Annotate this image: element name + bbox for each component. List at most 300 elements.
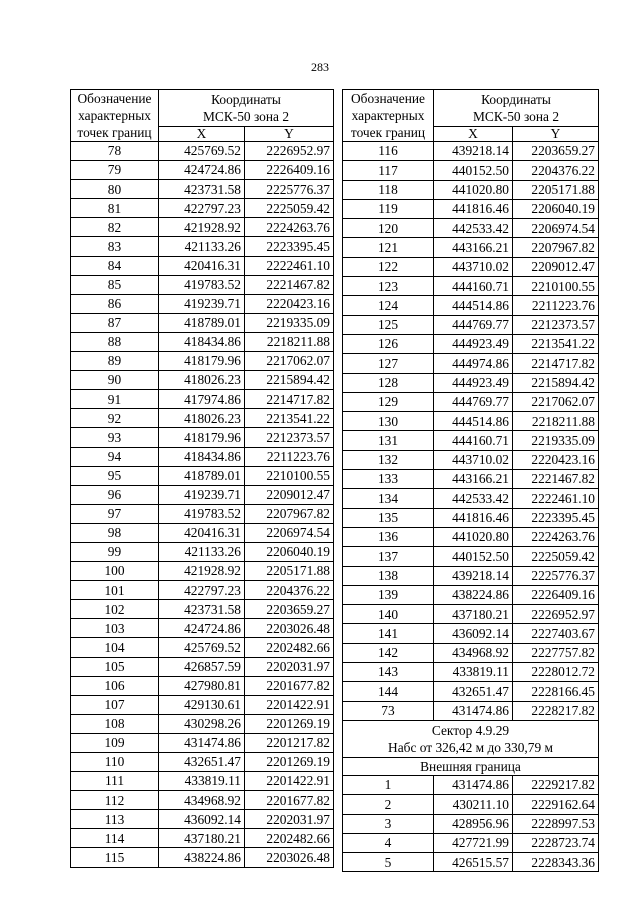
y-coordinate: 2228343.36: [513, 853, 599, 872]
x-coordinate: 421928.92: [159, 562, 245, 581]
table-row: [71, 142, 334, 161]
point-number: 131: [343, 431, 434, 450]
x-coordinate: 426857.59: [159, 657, 245, 676]
table-row: [343, 296, 599, 315]
point-number: 87: [71, 313, 159, 332]
table-row: [71, 562, 334, 581]
y-coordinate: 2201677.82: [245, 676, 334, 695]
y-coordinate: 2214717.82: [245, 390, 334, 409]
table-row: [343, 450, 599, 469]
x-coordinate: 418026.23: [159, 371, 245, 390]
y-coordinate: 2219335.09: [245, 313, 334, 332]
x-coordinate: 418434.86: [159, 447, 245, 466]
table-row: [71, 791, 334, 810]
point-number: 139: [343, 585, 434, 604]
y-coordinate: 2206974.54: [513, 219, 599, 238]
x-coordinate: 418434.86: [159, 332, 245, 351]
point-number: 123: [343, 277, 434, 296]
x-coordinate: 431474.86: [434, 775, 513, 794]
point-number: 106: [71, 676, 159, 695]
table-row: [343, 566, 599, 585]
point-number: 86: [71, 294, 159, 313]
y-coordinate: 2225059.42: [513, 547, 599, 566]
table-row: [71, 619, 334, 638]
y-coordinate: 2211223.76: [513, 296, 599, 315]
y-coordinate: 2226409.16: [513, 585, 599, 604]
y-coordinate: 2210100.55: [513, 277, 599, 296]
point-number: 98: [71, 523, 159, 542]
x-coordinate: 420416.31: [159, 523, 245, 542]
x-coordinate: 444769.77: [434, 392, 513, 411]
point-number: 130: [343, 412, 434, 431]
y-coordinate: 2219335.09: [513, 431, 599, 450]
point-number: 88: [71, 332, 159, 351]
x-coordinate: 444974.86: [434, 354, 513, 373]
x-coordinate: 417974.86: [159, 390, 245, 409]
x-column-header: X: [434, 127, 513, 142]
y-coordinate: 2203659.27: [513, 142, 599, 161]
x-coordinate: 418026.23: [159, 409, 245, 428]
point-number: 120: [343, 219, 434, 238]
point-number: 105: [71, 657, 159, 676]
point-number: 134: [343, 489, 434, 508]
y-coordinate: 2228997.53: [513, 814, 599, 833]
point-number: 89: [71, 352, 159, 371]
table-row: [71, 428, 334, 447]
table-row: [71, 638, 334, 657]
outer-boundary-label: Внешняя граница: [343, 757, 599, 775]
point-number: 82: [71, 218, 159, 237]
table-row: [343, 795, 599, 814]
x-coordinate: 430298.26: [159, 714, 245, 733]
y-coordinate: 2212373.57: [513, 315, 599, 334]
table-row: [71, 352, 334, 371]
point-number: 140: [343, 605, 434, 624]
x-coordinate: 421928.92: [159, 218, 245, 237]
x-coordinate: 432651.47: [159, 753, 245, 772]
y-coordinate: 2224263.76: [245, 218, 334, 237]
x-coordinate: 444923.49: [434, 334, 513, 353]
point-number: 122: [343, 257, 434, 276]
table-row: [71, 466, 334, 485]
point-number: 85: [71, 275, 159, 294]
x-coordinate: 429130.61: [159, 695, 245, 714]
x-coordinate: 419239.71: [159, 485, 245, 504]
table-row: [71, 371, 334, 390]
x-coordinate: 419783.52: [159, 275, 245, 294]
x-coordinate: 442533.42: [434, 219, 513, 238]
y-coordinate: 2213541.22: [245, 409, 334, 428]
y-coordinate: 2209012.47: [513, 257, 599, 276]
table-row: [71, 657, 334, 676]
y-column-header: Y: [245, 127, 334, 142]
point-number: 103: [71, 619, 159, 638]
table-row: [71, 676, 334, 695]
point-number: 96: [71, 485, 159, 504]
x-coordinate: 441020.80: [434, 527, 513, 546]
table-row: [71, 294, 334, 313]
x-coordinate: 434968.92: [159, 791, 245, 810]
x-coordinate: 441816.46: [434, 199, 513, 218]
table-row: [343, 161, 599, 180]
y-coordinate: 2228166.45: [513, 682, 599, 701]
table-row: [71, 753, 334, 772]
point-number: 125: [343, 315, 434, 334]
point-number: 104: [71, 638, 159, 657]
table-row: [71, 714, 334, 733]
point-number: 111: [71, 772, 159, 791]
point-number: 117: [343, 161, 434, 180]
point-number: 142: [343, 643, 434, 662]
x-coordinate: 444160.71: [434, 277, 513, 296]
point-number: 97: [71, 504, 159, 523]
table-row: [343, 585, 599, 604]
x-coordinate: 439218.14: [434, 566, 513, 585]
x-coordinate: 441020.80: [434, 180, 513, 199]
table-row: [71, 390, 334, 409]
y-coordinate: 2221467.82: [513, 470, 599, 489]
y-coordinate: 2201217.82: [245, 733, 334, 752]
point-number: 84: [71, 256, 159, 275]
table-row: [343, 775, 599, 794]
point-number: 132: [343, 450, 434, 469]
y-coordinate: 2210100.55: [245, 466, 334, 485]
point-number: 141: [343, 624, 434, 643]
table-row: [71, 256, 334, 275]
table-row: [343, 643, 599, 662]
point-number: 126: [343, 334, 434, 353]
table-row: [343, 527, 599, 546]
point-number: 94: [71, 447, 159, 466]
x-coordinate: 431474.86: [434, 701, 513, 720]
page-number: 283: [311, 60, 329, 74]
y-coordinate: 2228217.82: [513, 701, 599, 720]
point-number: 99: [71, 542, 159, 561]
y-coordinate: 2205171.88: [513, 180, 599, 199]
x-coordinate: 426515.57: [434, 853, 513, 872]
table-row: [71, 810, 334, 829]
point-number: 114: [71, 829, 159, 848]
y-coordinate: 2207967.82: [513, 238, 599, 257]
table-row: [343, 833, 599, 852]
y-coordinate: 2227757.82: [513, 643, 599, 662]
x-coordinate: 423731.58: [159, 180, 245, 199]
y-coordinate: 2203659.27: [245, 600, 334, 619]
table-row: [71, 581, 334, 600]
y-coordinate: 2221467.82: [245, 275, 334, 294]
y-coordinate: 2211223.76: [245, 447, 334, 466]
point-number: 1: [343, 775, 434, 794]
coordinates-header: Координаты МСК-50 зона 2: [434, 90, 599, 127]
x-coordinate: 425769.52: [159, 638, 245, 657]
table-row: [71, 199, 334, 218]
y-coordinate: 2224263.76: [513, 527, 599, 546]
x-coordinate: 427980.81: [159, 676, 245, 695]
coordinates-table-right: [342, 89, 599, 872]
point-number: 4: [343, 833, 434, 852]
x-coordinate: 442533.42: [434, 489, 513, 508]
table-row: [343, 624, 599, 643]
sector-title: Сектор 4.9.29: [431, 722, 510, 738]
x-coordinate: 436092.14: [159, 810, 245, 829]
y-coordinate: 2226409.16: [245, 161, 334, 180]
sector-heading: [343, 720, 599, 757]
point-number: 81: [71, 199, 159, 218]
table-row: [343, 238, 599, 257]
y-coordinate: 2202031.97: [245, 810, 334, 829]
y-coordinate: 2217062.07: [513, 392, 599, 411]
table-row: [71, 733, 334, 752]
y-coordinate: 2212373.57: [245, 428, 334, 447]
table-row: [343, 180, 599, 199]
y-coordinate: 2201422.91: [245, 772, 334, 791]
x-coordinate: 418179.96: [159, 428, 245, 447]
table-row: [343, 605, 599, 624]
y-coordinate: 2209012.47: [245, 485, 334, 504]
point-number: 118: [343, 180, 434, 199]
point-number: 102: [71, 600, 159, 619]
table-row: [71, 161, 334, 180]
y-coordinate: 2222461.10: [513, 489, 599, 508]
table-row: [343, 219, 599, 238]
x-coordinate: 427721.99: [434, 833, 513, 852]
point-number: 93: [71, 428, 159, 447]
y-coordinate: 2218211.88: [245, 332, 334, 351]
point-number: 115: [71, 848, 159, 867]
sector-range: Набс от 326,42 м до 330,79 м: [388, 739, 553, 755]
y-coordinate: 2201269.19: [245, 714, 334, 733]
point-number: 90: [71, 371, 159, 390]
table-row: [343, 199, 599, 218]
y-coordinate: 2202031.97: [245, 657, 334, 676]
y-coordinate: 2223395.45: [513, 508, 599, 527]
y-coordinate: 2202482.66: [245, 829, 334, 848]
x-coordinate: 443710.02: [434, 450, 513, 469]
y-coordinate: 2206040.19: [245, 542, 334, 561]
table-row: [343, 257, 599, 276]
table-row: [71, 332, 334, 351]
y-coordinate: 2229162.64: [513, 795, 599, 814]
x-coordinate: 436092.14: [434, 624, 513, 643]
point-number: 121: [343, 238, 434, 257]
x-coordinate: 419783.52: [159, 504, 245, 523]
table-row: [343, 354, 599, 373]
table-row: [343, 315, 599, 334]
table-row: [343, 334, 599, 353]
table-row: [343, 277, 599, 296]
x-coordinate: 443166.21: [434, 470, 513, 489]
y-coordinate: 2204376.22: [513, 161, 599, 180]
table-row: [343, 663, 599, 682]
point-number: 3: [343, 814, 434, 833]
y-coordinate: 2215894.42: [245, 371, 334, 390]
x-coordinate: 440152.50: [434, 547, 513, 566]
left-table-body: [71, 142, 334, 868]
y-coordinate: 2220423.16: [245, 294, 334, 313]
y-coordinate: 2203026.48: [245, 619, 334, 638]
x-coordinate: 440152.50: [434, 161, 513, 180]
point-number: 92: [71, 409, 159, 428]
x-coordinate: 428956.96: [434, 814, 513, 833]
x-coordinate: 434968.92: [434, 643, 513, 662]
table-row: [71, 523, 334, 542]
table-row: [343, 142, 599, 161]
table-row: [71, 237, 334, 256]
table-row: [343, 547, 599, 566]
table-row: [71, 409, 334, 428]
y-coordinate: 2202482.66: [245, 638, 334, 657]
x-coordinate: 422797.23: [159, 199, 245, 218]
y-coordinate: 2225776.37: [245, 180, 334, 199]
table-row: [71, 542, 334, 561]
x-coordinate: 444923.49: [434, 373, 513, 392]
x-coordinate: 421133.26: [159, 542, 245, 561]
point-number: 107: [71, 695, 159, 714]
point-number: 113: [71, 810, 159, 829]
x-coordinate: 430211.10: [434, 795, 513, 814]
point-number: 101: [71, 581, 159, 600]
point-number: 5: [343, 853, 434, 872]
x-coordinate: 425769.52: [159, 142, 245, 161]
x-coordinate: 418789.01: [159, 466, 245, 485]
x-coordinate: 439218.14: [434, 142, 513, 161]
x-column-header: X: [159, 127, 245, 142]
table-row: [343, 853, 599, 872]
y-coordinate: 2201677.82: [245, 791, 334, 810]
x-coordinate: 433819.11: [159, 772, 245, 791]
table-row: [71, 504, 334, 523]
x-coordinate: 433819.11: [434, 663, 513, 682]
y-coordinate: 2206974.54: [245, 523, 334, 542]
point-number: 127: [343, 354, 434, 373]
x-coordinate: 444160.71: [434, 431, 513, 450]
table-row: [343, 392, 599, 411]
point-number: 119: [343, 199, 434, 218]
table-row: [343, 373, 599, 392]
point-designation-header: Обозначение характерных точек границ: [343, 90, 434, 142]
y-coordinate: 2201269.19: [245, 753, 334, 772]
x-coordinate: 424724.86: [159, 619, 245, 638]
y-coordinate: 2228723.74: [513, 833, 599, 852]
x-coordinate: 437180.21: [159, 829, 245, 848]
y-coordinate: 2223395.45: [245, 237, 334, 256]
y-coordinate: 2204376.22: [245, 581, 334, 600]
point-number: 144: [343, 682, 434, 701]
y-coordinate: 2220423.16: [513, 450, 599, 469]
point-number: 78: [71, 142, 159, 161]
point-number: 73: [343, 701, 434, 720]
y-coordinate: 2217062.07: [245, 352, 334, 371]
y-coordinate: 2214717.82: [513, 354, 599, 373]
point-number: 138: [343, 566, 434, 585]
y-coordinate: 2226952.97: [245, 142, 334, 161]
x-coordinate: 418789.01: [159, 313, 245, 332]
point-number: 109: [71, 733, 159, 752]
point-number: 2: [343, 795, 434, 814]
point-number: 133: [343, 470, 434, 489]
point-number: 80: [71, 180, 159, 199]
table-row: [71, 772, 334, 791]
x-coordinate: 432651.47: [434, 682, 513, 701]
sector-table-body: [343, 775, 599, 871]
x-coordinate: 418179.96: [159, 352, 245, 371]
right-table-body: [343, 142, 599, 721]
x-coordinate: 443710.02: [434, 257, 513, 276]
point-number: 143: [343, 663, 434, 682]
y-coordinate: 2228012.72: [513, 663, 599, 682]
x-coordinate: 441816.46: [434, 508, 513, 527]
y-coordinate: 2203026.48: [245, 848, 334, 867]
point-number: 136: [343, 527, 434, 546]
table-row: [71, 485, 334, 504]
table-row: [71, 600, 334, 619]
point-number: 108: [71, 714, 159, 733]
y-column-header: Y: [513, 127, 599, 142]
table-row: [71, 313, 334, 332]
point-number: 91: [71, 390, 159, 409]
x-coordinate: 431474.86: [159, 733, 245, 752]
coordinates-header: Координаты МСК-50 зона 2: [159, 90, 334, 127]
table-row: [71, 829, 334, 848]
x-coordinate: 420416.31: [159, 256, 245, 275]
y-coordinate: 2229217.82: [513, 775, 599, 794]
table-row: [343, 508, 599, 527]
table-row: [343, 470, 599, 489]
table-row: [343, 431, 599, 450]
y-coordinate: 2201422.91: [245, 695, 334, 714]
x-coordinate: 444769.77: [434, 315, 513, 334]
table-row: [343, 682, 599, 701]
y-coordinate: 2227403.67: [513, 624, 599, 643]
point-number: 79: [71, 161, 159, 180]
point-designation-header: Обозначение характерных точек границ: [71, 90, 159, 142]
table-row: [71, 180, 334, 199]
y-coordinate: 2226952.97: [513, 605, 599, 624]
y-coordinate: 2225776.37: [513, 566, 599, 585]
point-number: 124: [343, 296, 434, 315]
point-number: 83: [71, 237, 159, 256]
table-row: [71, 447, 334, 466]
x-coordinate: 438224.86: [159, 848, 245, 867]
x-coordinate: 422797.23: [159, 581, 245, 600]
x-coordinate: 419239.71: [159, 294, 245, 313]
x-coordinate: 424724.86: [159, 161, 245, 180]
table-row: [343, 489, 599, 508]
point-number: 100: [71, 562, 159, 581]
y-coordinate: 2213541.22: [513, 334, 599, 353]
table-row: [343, 814, 599, 833]
x-coordinate: 443166.21: [434, 238, 513, 257]
x-coordinate: 444514.86: [434, 296, 513, 315]
coordinates-table-left: [70, 89, 334, 868]
y-coordinate: 2218211.88: [513, 412, 599, 431]
point-number: 135: [343, 508, 434, 527]
y-coordinate: 2222461.10: [245, 256, 334, 275]
table-row: [71, 848, 334, 867]
point-number: 128: [343, 373, 434, 392]
y-coordinate: 2225059.42: [245, 199, 334, 218]
point-number: 110: [71, 753, 159, 772]
point-number: 116: [343, 142, 434, 161]
x-coordinate: 438224.86: [434, 585, 513, 604]
x-coordinate: 437180.21: [434, 605, 513, 624]
point-number: 129: [343, 392, 434, 411]
x-coordinate: 444514.86: [434, 412, 513, 431]
table-row: [71, 695, 334, 714]
table-row: [71, 218, 334, 237]
x-coordinate: 423731.58: [159, 600, 245, 619]
point-number: 112: [71, 791, 159, 810]
